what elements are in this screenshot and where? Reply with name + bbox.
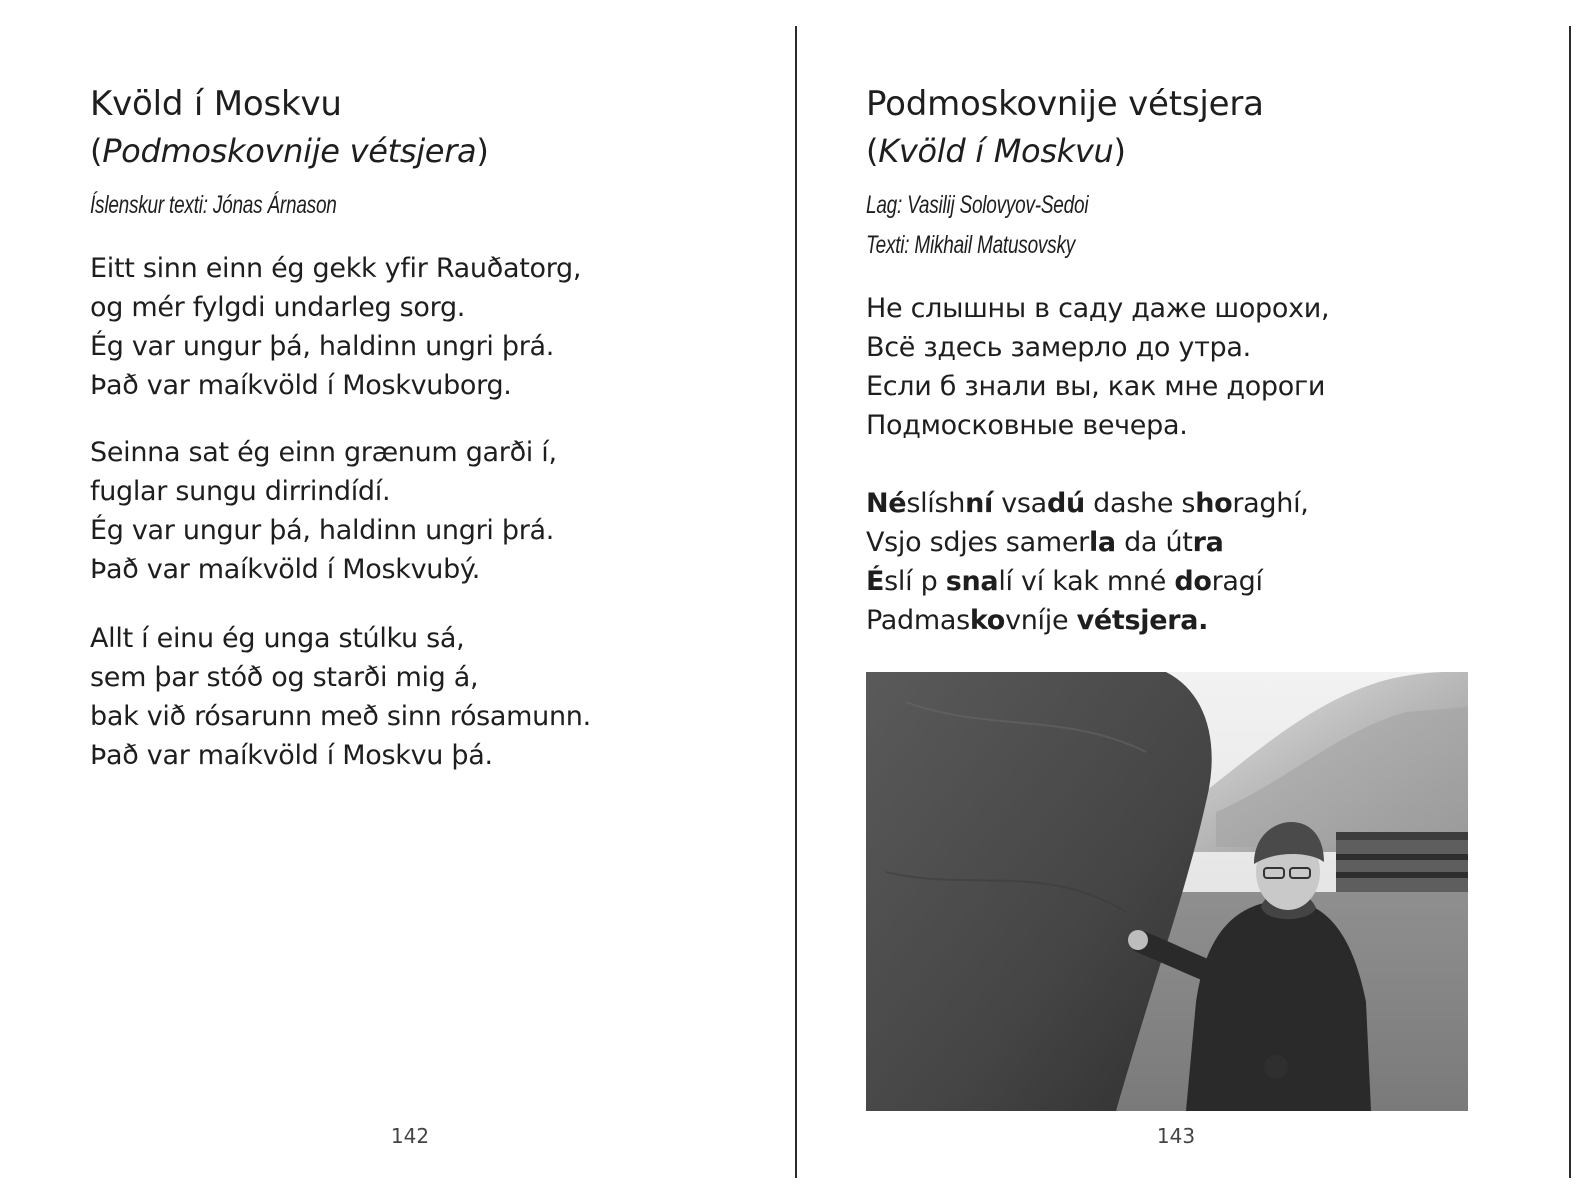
verse-line: Það var maíkvöld í Moskvu þá. [90,740,493,771]
stressed-syllable: É [866,566,885,597]
left-page-credit: Íslenskur texti: Jónas Árnason [90,191,337,219]
stressed-syllable: do [1174,566,1212,597]
syllable: dashe s [1084,488,1196,519]
stressed-syllable: dú [1046,488,1085,519]
verse-line: fuglar sungu dirrindídí. [90,476,391,507]
right-page-title: Podmoskovnije vétsjera [866,84,1264,124]
verse-line: Allt í einu ég unga stúlku sá, [90,623,465,654]
left-page-subtitle: (Podmoskovnije vétsjera) [90,132,489,170]
right-page-subtitle: (Kvöld í Moskvu) [866,132,1126,170]
syllable: Padmas [866,605,970,636]
photo-image [866,672,1468,1111]
verse-line: Eitt sinn einn ég gekk yfir Rauðatorg, [90,253,582,284]
verse-line: Seinna sat ég einn grænum garði í, [90,437,557,468]
verse-line: Не слышны в саду даже шорохи, [866,293,1330,324]
page-divider-center [795,26,797,1178]
cyrillic-stanza [866,289,1329,445]
verse-line: sem þar stóð og starði mig á, [90,662,479,693]
music-credit: Lag: Vasilij Solovyov-Sedoi [866,191,1089,219]
verse-line: bak við rósarunn með sinn rósamunn. [90,701,591,732]
stressed-syllable: ko [969,605,1006,636]
syllable: da út [1115,527,1193,558]
stanza-2 [90,433,557,589]
transliteration-line [866,601,1309,640]
verse-line: Ég var ungur þá, haldinn ungri þrá. [90,331,555,362]
syllable: raghí, [1232,488,1309,519]
verse-line: og mér fylgdi undarleg sorg. [90,292,466,323]
left-page-title: Kvöld í Moskvu [90,84,342,124]
transliteration-line [866,562,1309,601]
page-number: 142 [390,1124,430,1148]
stressed-syllable: Né [866,488,907,519]
page-divider-right [1569,26,1571,1178]
left-page [90,0,770,1200]
stressed-syllable: ní [965,488,993,519]
transliteration-stanza [866,484,1309,640]
verse-line: Всё здесь замерло до утра. [866,332,1251,363]
transliteration-line [866,484,1309,523]
syllable: slísh [906,488,966,519]
syllable: vsa [992,488,1047,519]
page-number: 143 [1156,1124,1196,1148]
verse-line: Если б знали вы, как мне дороги [866,371,1326,402]
verse-line: Það var maíkvöld í Moskvuborg. [90,370,512,401]
stressed-syllable: ho [1195,488,1233,519]
stressed-syllable: la [1088,527,1116,558]
stressed-syllable: ra [1192,527,1224,558]
left-page-subtitle-italic: Podmoskovnije vétsjera [102,132,477,170]
syllable: slí p [884,566,946,597]
syllable: Vsjo sdjes samer [866,527,1089,558]
syllable: lí ví kak mné [998,566,1175,597]
stanza-1 [90,249,581,405]
stressed-syllable: sna [945,566,999,597]
right-page-subtitle-italic: Kvöld í Moskvu [878,132,1114,170]
stressed-syllable: vétsjera. [1076,605,1209,636]
lyrics-credit: Texti: Mikhail Matusovsky [866,231,1075,259]
stanza-3 [90,619,591,775]
syllable: vníje [1005,605,1077,636]
syllable: ragí [1211,566,1263,597]
verse-line: Подмосковные вечера. [866,410,1188,441]
verse-line: Það var maíkvöld í Moskvubý. [90,554,481,585]
photo-woman-with-sculpture [866,672,1468,1111]
transliteration-line [866,523,1309,562]
verse-line: Ég var ungur þá, haldinn ungri þrá. [90,515,555,546]
